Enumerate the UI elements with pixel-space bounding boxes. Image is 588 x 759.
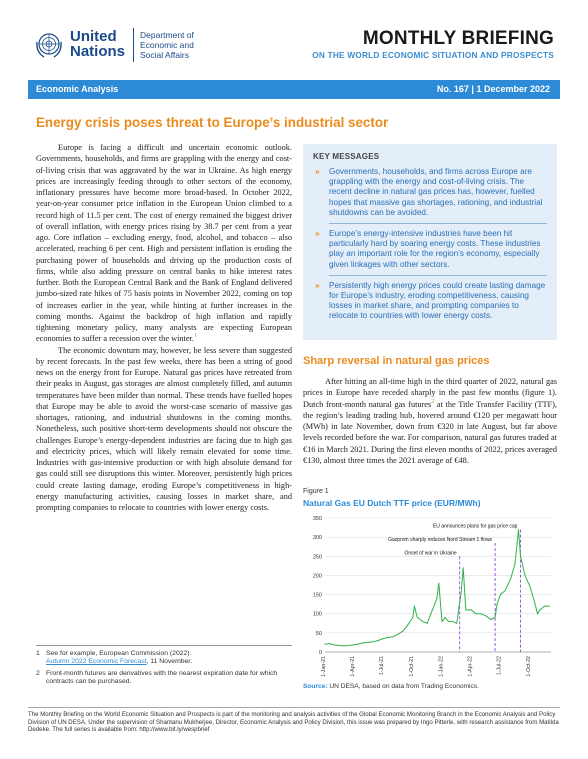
data-point — [334, 645, 335, 646]
data-point — [373, 641, 374, 642]
data-point — [500, 594, 501, 595]
data-point — [485, 615, 486, 616]
data-point — [549, 606, 550, 607]
footnote-link[interactable]: Autumn 2022 Economic Forecast — [46, 658, 147, 666]
data-point — [459, 602, 460, 603]
footnote-text: See for example, European Commission (2022). — [46, 650, 192, 657]
data-point — [530, 586, 531, 587]
body-paragraph — [303, 376, 557, 466]
series-line — [325, 530, 549, 646]
y-tick-label: 300 — [312, 535, 322, 542]
data-point — [368, 642, 369, 643]
y-tick-label: 250 — [312, 554, 322, 561]
data-point — [537, 613, 538, 614]
left-column-body — [36, 142, 292, 513]
footnote-ref[interactable]: 2 — [431, 398, 435, 405]
annotation-label: Gazprom sharply reduces Nord Stream 1 flows — [388, 536, 493, 543]
figure-source — [303, 683, 479, 690]
data-point — [534, 602, 535, 603]
data-point — [417, 617, 418, 618]
annotation-label: Onset of war in Ukraine — [404, 550, 457, 557]
data-point — [339, 645, 340, 646]
data-point — [358, 643, 359, 644]
data-point — [329, 643, 330, 644]
paragraph-text: After hitting an all-time high in the third quarter of 2022, natural gas prices in Europe have receded sharply in the past few months (figure 1). Dutch front-month natural gas futures — [303, 377, 557, 409]
source-label: Source: — [303, 683, 328, 690]
briefing-subtitle: ON THE WORLD ECONOMIC SITUATION AND PROSPECTS — [312, 50, 554, 60]
x-tick-label: 1-Jul-22 — [496, 656, 503, 676]
department-name — [140, 30, 194, 60]
data-point — [463, 567, 464, 568]
data-point — [524, 575, 525, 576]
chevron-right-icon: » — [315, 167, 320, 176]
key-message-item — [313, 281, 547, 322]
x-tick-label: 1-Oct-21 — [408, 656, 415, 677]
key-message-text: Governments, households, and firms across Europe are grappling with the energy and cost-of-living crisis. The recent decline in natural gas prices has, however, fuelled hopes that massive gas shortages, rationing, and industrial shutdowns can be avoided. — [329, 167, 543, 217]
data-point — [436, 598, 437, 599]
data-point — [393, 636, 394, 637]
footnote-text: Front-month futures are derivatives with the nearest expiration date for which contracts can be purchased. — [46, 670, 278, 686]
paragraph-text: Europe is facing a difficult and uncertain economic outlook. Governments, households, and firms are grappling with the energy and cost-of-living crisis that was aggravated by the war in Ukraine. As high energy prices are increasingly feeding through to other sectors of the economy, inflationary pressures have become more broad-based. In October 2022, year-on-year consumer price inflation in the European Union climbed to a record high of 11.5 per cent. The cost of energy remained the biggest driver of overall inflation, with energy prices rising by 38.7 per cent from a year ago. Core inflation – excluding energy, food, alcohol, and tobacco – also accelerated, reaching 6 per cent. High and persistent inflation is eroding the purchasing power of households and driving up the production costs of firms, while also adding pressure on central banks to hike interest rates further. Both the European Central Bank and the Bank of England delivered jumbo-sized rate hikes of 75 basis points in November 2022, coming on top of increases earlier in the year, while hinting at further increases in the coming months. Against the backdrop of high inflation and rapidly tightening monetary policy, many analysts are expecting European economies to suffer a recession over the winter. — [36, 143, 292, 344]
key-messages-box — [303, 144, 557, 340]
data-point — [325, 644, 326, 645]
x-tick-label: 1-Jan-22 — [438, 656, 445, 677]
y-tick-label: 200 — [312, 573, 322, 580]
data-point — [496, 604, 497, 605]
data-point — [427, 623, 428, 624]
paragraph-text: at the Title Transfer Facility (TTF), the region’s leading trading hub, hovered around €120 per megawatt hour (MWh) in late November, down from €320 in late August, but far above levels recorded before the war. For comparison, natural gas futures traded at €16 in March 2021. During the first eleven months of 2022, prices averaged €130, almost three times the 2021 average of €48. — [303, 399, 557, 465]
key-messages-title: KEY MESSAGES — [313, 152, 380, 161]
key-separator — [329, 275, 547, 276]
data-point — [422, 621, 423, 622]
x-tick-label: 1-Jul-21 — [379, 656, 386, 676]
section-heading: Sharp reversal in natural gas prices — [303, 355, 490, 367]
body-paragraph: The economic downturn may, however, be less severe than suggested by recent forecasts. In the past few weeks, there has been a string of good news on the energy front for Europe. Natural gas prices have retreated from their peaks in August, gas storages are almost completely filled, and autumn temperatures have been milder than normal. These trends have fuelled hopes that Europe may be able to avoid the worst-case scenario of massive gas shortages, rationing, and industrial shutdowns in the coming months. Nonetheless, such positive short-term developments should not obscure the challenges Europe’s energy-dependent industries are facing due to high gas and electricity prices, which will likely remain elevated for some time. Industries with gas-intensive production or with high absolute demand for gas could still see disruptions this winter. Moreover, persistently high prices could create lasting damage, eroding Europe’s competitiveness in high-energy manufacturing activities, causing losses in market share, and prompting companies to relocate to countries with lower energy costs. — [36, 345, 292, 512]
data-point — [514, 563, 515, 564]
data-point — [448, 621, 449, 622]
page-footer: The Monthly Briefing on the World Economic Situation and Prospects is part of the monitoring and analysis activities of the Global Economic Monitoring Branch in the Economic Analysis and Policy Division of UN DESA. Under the supervision of Shantanu Mukherjee, Director, Economic Analysis and Policy Division, this issue was prepared by Ingo Pitterle, with research assistance from Matilda Dedeke. The full series is available from: http://www.bit.ly/wespbrief — [28, 707, 560, 734]
data-point — [407, 625, 408, 626]
data-point — [505, 590, 506, 591]
data-point — [432, 609, 433, 610]
y-tick-label: 150 — [312, 592, 322, 599]
body-paragraph — [36, 142, 292, 345]
article-title: Energy crisis poses threat to Europe’s industrial sector — [36, 115, 389, 130]
un-wordmark — [70, 29, 125, 59]
right-column-body — [303, 376, 557, 466]
data-point — [442, 621, 443, 622]
figure-title: Natural Gas EU Dutch TTF price (EUR/MWh) — [303, 498, 481, 508]
data-point — [480, 613, 481, 614]
x-tick-label: 1-Apr-22 — [467, 656, 474, 677]
data-point — [475, 613, 476, 614]
data-point — [397, 634, 398, 635]
data-point — [383, 638, 384, 639]
data-point — [412, 617, 413, 618]
data-point — [445, 617, 446, 618]
data-point — [510, 579, 511, 580]
page-header — [0, 0, 588, 78]
x-tick-label: 1-Apr-21 — [349, 656, 356, 677]
key-separator — [329, 223, 547, 224]
data-point — [518, 529, 519, 530]
data-point — [471, 609, 472, 610]
x-tick-label: 1-Oct-22 — [526, 656, 533, 677]
header-divider — [133, 28, 134, 62]
footnote-rule — [36, 645, 292, 646]
key-message-item — [313, 229, 547, 270]
data-point — [438, 583, 439, 584]
y-tick-label: 50 — [315, 630, 322, 637]
y-tick-label: 0 — [318, 650, 322, 656]
y-tick-label: 100 — [312, 611, 322, 618]
data-point — [353, 644, 354, 645]
un-name-line1: United — [70, 28, 117, 45]
chevron-right-icon: » — [315, 280, 320, 290]
data-point — [490, 619, 491, 620]
y-tick-label: 350 — [312, 516, 322, 522]
data-point — [520, 556, 521, 557]
figure-label: Figure 1 — [303, 488, 329, 495]
un-emblem-icon — [34, 30, 64, 60]
data-point — [403, 630, 404, 631]
annotation-label: EU announces plans for gas price cap — [432, 523, 518, 530]
data-point — [387, 637, 388, 638]
band-category: Economic Analysis — [36, 84, 119, 94]
source-text: UN DESA, based on data from Trading Economics. — [327, 683, 479, 690]
gas-price-chart — [303, 512, 557, 678]
data-point — [414, 606, 415, 607]
dept-line1: Department of — [140, 30, 194, 40]
briefing-title: MONTHLY BRIEFING — [362, 28, 554, 49]
un-name-line2: Nations — [70, 43, 126, 60]
footnote-number: 1 — [36, 650, 40, 657]
x-tick-label: 1-Jan-21 — [321, 656, 327, 677]
key-message-text: Persistently high energy prices could create lasting damage for Europe’s industry, eroding competitiveness, causing losses in market share, and prompting companies to relocate to countries with lower energy costs. — [329, 280, 546, 321]
footnote-1 — [36, 650, 292, 667]
footnote-text-after: , 11 November. — [146, 658, 193, 666]
data-point — [452, 621, 453, 622]
data-point — [363, 642, 364, 643]
footnote-number: 2 — [36, 670, 40, 677]
data-point — [343, 645, 344, 646]
chevron-right-icon: » — [315, 229, 320, 239]
key-message-text: Europe’s energy-intensive industries have been hit particularly hard by soaring energy costs. These industries play an important role for the region’s economy, especially given linkages with other sectors. — [329, 229, 541, 269]
section-band — [28, 80, 560, 99]
data-point — [378, 640, 379, 641]
footnote-ref[interactable]: 1 — [193, 333, 197, 340]
dept-line2: Economic and — [140, 40, 194, 50]
band-issue: No. 167 | 1 December 2022 — [436, 84, 550, 94]
data-point — [465, 609, 466, 610]
data-point — [540, 609, 541, 610]
key-message-item — [313, 167, 547, 218]
data-point — [495, 617, 496, 618]
dept-line3: Social Affairs — [140, 50, 189, 60]
data-point — [348, 645, 349, 646]
data-point — [461, 590, 462, 591]
data-point — [544, 606, 545, 607]
footnote-2 — [36, 670, 292, 687]
data-point — [456, 623, 457, 624]
